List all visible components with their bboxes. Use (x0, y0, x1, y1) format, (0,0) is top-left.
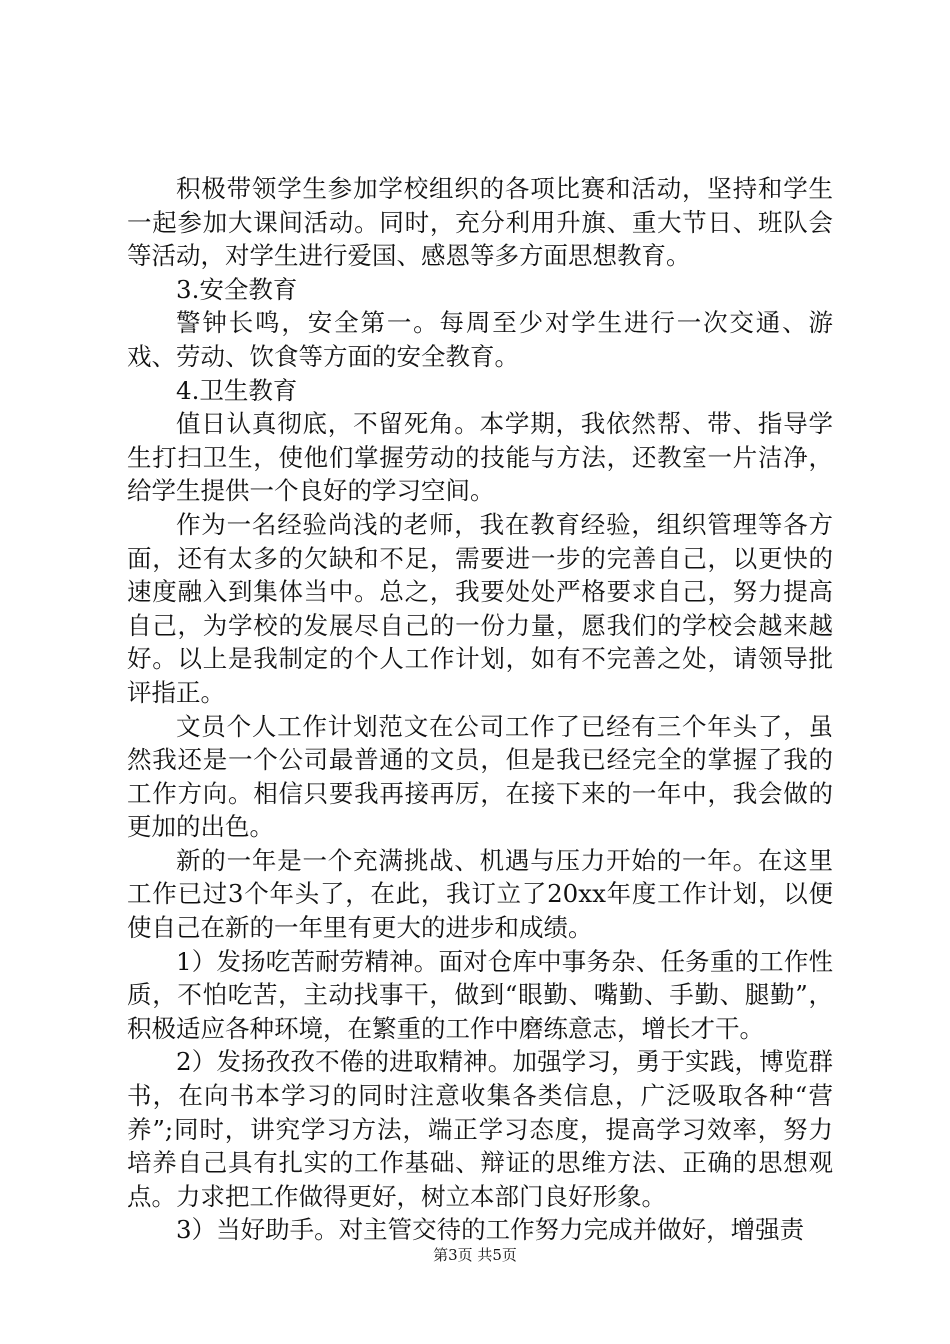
section-heading: 3.安全教育 (176, 274, 298, 304)
section-heading: 4.卫生教育 (176, 375, 298, 405)
list-item: 1）发扬吃苦耐劳精神。面对仓库中事务杂、任务重的工作性质，不怕吃苦，主动找事干，做到“眼勤、嘴勤、手勤、腿勤”，积极适应各种环境，在繁重的工作中磨练意志，增长才干。 (127, 946, 833, 1043)
list-item: 3）当好助手。对主管交待的工作努力完成并做好，增强责 (176, 1215, 805, 1245)
paragraph: 积极带领学生参加学校组织的各项比赛和活动，坚持和学生一起参加大课间活动。同时，充分利用升旗、重大节日、班队会等活动，对学生进行爱国、感恩等多方面思想教育。 (127, 174, 833, 271)
paragraph: 文员个人工作计划范文在公司工作了已经有三个年头了，虽然我还是一个公司最普通的文员，但是我已经完全的掌握了我的工作方向。相信只要我再接再厉，在接下来的一年中，我会做的更加的出色。 (127, 711, 833, 842)
document-body (127, 172, 833, 1247)
paragraph: 新的一年是一个充满挑战、机遇与压力开始的一年。在这里工作已过3个年头了，在此，我订立了20xx年度工作计划，以便使自己在新的一年里有更大的进步和成绩。 (127, 845, 833, 943)
paragraph: 值日认真彻底，不留死角。本学期，我依然帮、带、指导学生打扫卫生，使他们掌握劳动的技能与方法，还教室一片洁净，给学生提供一个良好的学习空间。 (127, 409, 833, 506)
paragraph: 作为一名经验尚浅的老师，我在教育经验，组织管理等各方面，还有太多的欠缺和不足，需要进一步的完善自己，以更快的速度融入到集体当中。总之，我要处处严格要求自己，努力提高自己，为学校的发展尽自己的一份力量，愿我们的学校会越来越好。以上是我制定的个人工作计划，如有不完善之处，请领导批评指正。 (127, 509, 833, 707)
page-footer: 第3页 共5页 (433, 1246, 517, 1264)
list-item: 2）发扬孜孜不倦的进取精神。加强学习，勇于实践，博览群书，在向书本学习的同时注意收集各类信息，广泛吸取各种“营养”;同时，讲究学习方法，端正学习态度，提高学习效率，努力培养自己具有扎实的工作基础、辩证的思维方法、正确的思想观点。力求把工作做得更好，树立本部门良好形象。 (127, 1047, 833, 1211)
paragraph: 警钟长鸣，安全第一。每周至少对学生进行一次交通、游戏、劳动、饮食等方面的安全教育。 (127, 308, 833, 371)
